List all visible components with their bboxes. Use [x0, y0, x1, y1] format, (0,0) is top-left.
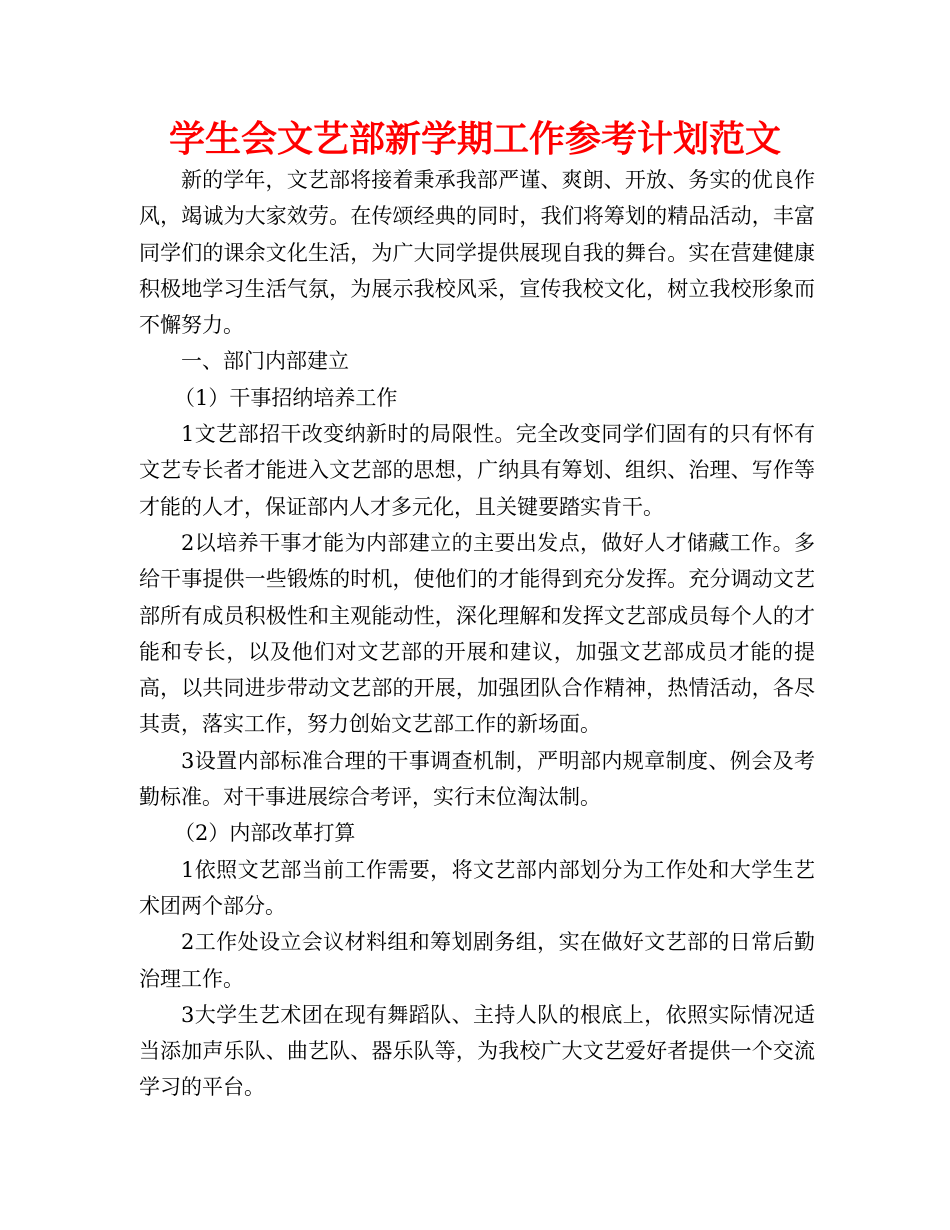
paragraph-reform-2: 2工作处设立会议材料组和筹划剧务组，实在做好文艺部的日常后勤治理工作。: [139, 930, 815, 991]
subheading-internal-reform: （2）内部改革打算: [174, 821, 356, 846]
paragraph-item-1: 1文艺部招干改变纳新时的局限性。完全改变同学们固有的只有怀有文艺专长者才能进入文艺部的思想，广纳具有筹划、组织、治理、写作等才能的人才，保证部内人才多元化，且关键要踏实肯干。: [139, 422, 815, 519]
paragraph-intro: 新的学年，文艺部将接着秉承我部严谨、爽朗、开放、务实的优良作风，竭诚为大家效劳。在传颂经典的同时，我们将筹划的精品活动，丰富同学们的课余文化生活，为广大同学提供展现自我的舞台。实在营建健康积极地学习生活气氛，为展示我校风采，宣传我校文化，树立我校形象而不懈努力。: [139, 168, 815, 338]
paragraph-item-2: 2以培养干事才能为内部建立的主要出发点，做好人才储藏工作。多给干事提供一些锻炼的时机，使他们的才能得到充分发挥。充分调动文艺部所有成员积极性和主观能动性，深化理解和发挥文艺部成员每个人的才能和专长，以及他们对文艺部的开展和建议，加强文艺部成员才能的提高，以共同进步带动文艺部的开展，加强团队合作精神，热情活动，各尽其责，落实工作，努力创始文艺部工作的新场面。: [139, 530, 815, 737]
paragraph-reform-1: 1依照文艺部当前工作需要，将文艺部内部划分为工作处和大学生艺术团两个部分。: [139, 857, 815, 918]
document-title: 学生会文艺部新学期工作参考计划范文: [168, 118, 781, 160]
subheading-staff-recruitment: （1）干事招纳培养工作: [174, 385, 398, 410]
paragraph-item-3: 3设置内部标准合理的干事调查机制，严明部内规章制度、例会及考勤标准。对干事进展综合考评，实行末位淘汰制。: [139, 748, 815, 810]
section-heading-internal-construction: 一、部门内部建立: [181, 349, 349, 374]
document-body: [139, 162, 815, 1106]
paragraph-reform-3: 3大学生艺术团在现有舞蹈队、主持人队的根底上，依照实际情况适当添加声乐队、曲艺队、器乐队等，为我校广大文艺爱好者提供一个交流学习的平台。: [139, 1002, 815, 1100]
